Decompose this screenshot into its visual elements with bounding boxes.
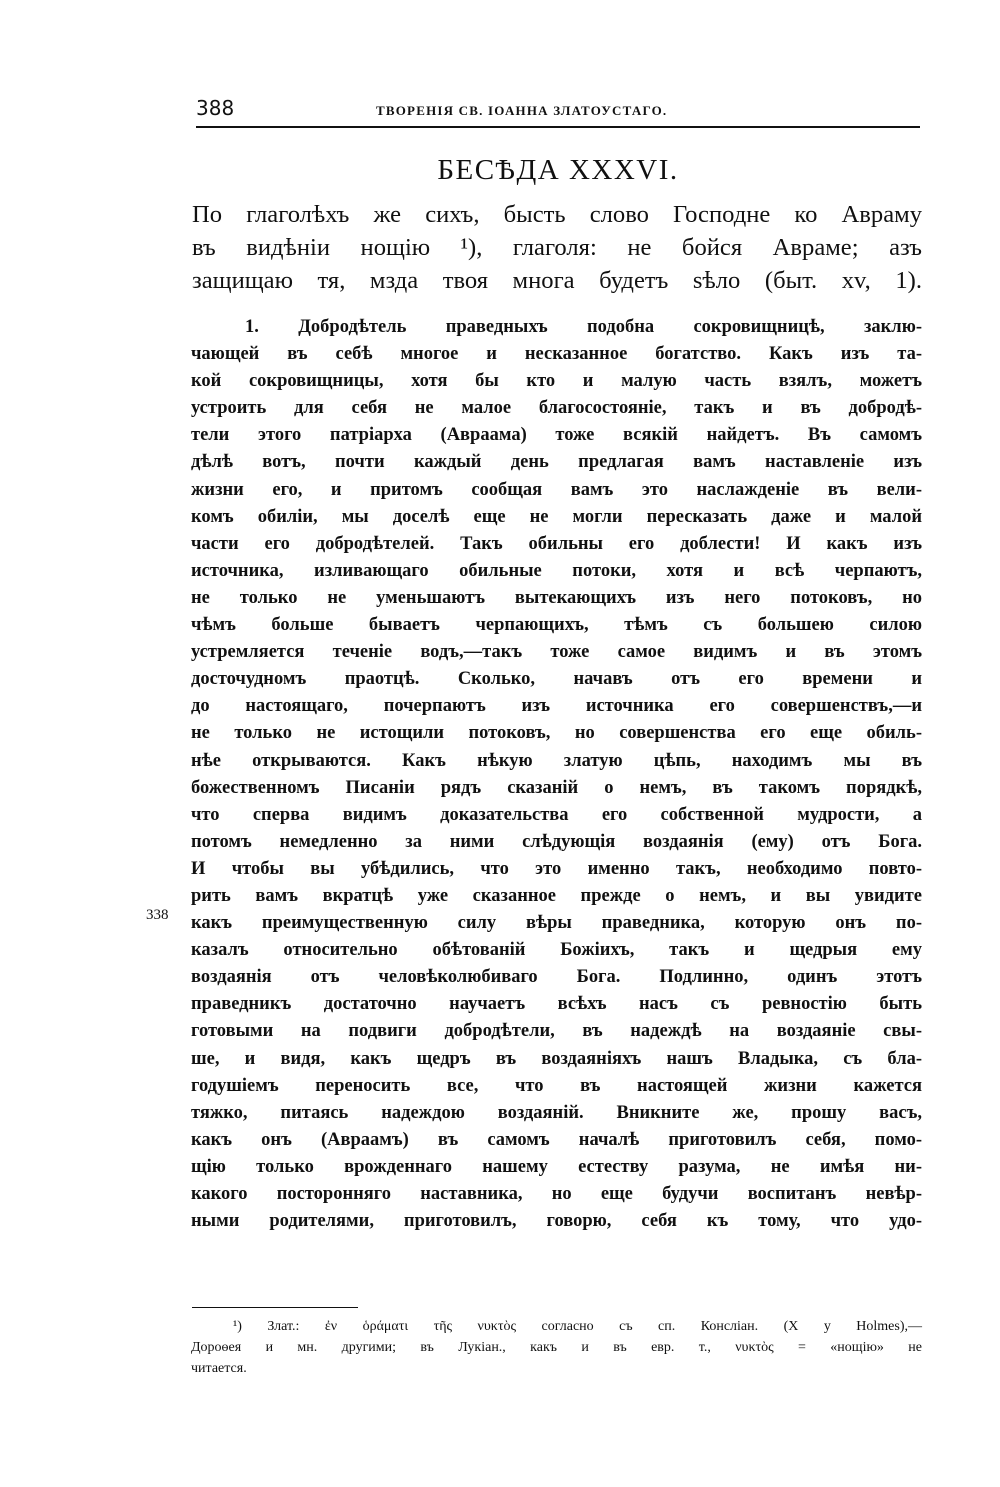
body-line: жизни его, и притомъ сообщая вамъ это наслажденіе въ вели- — [191, 479, 922, 500]
body-line: божественномъ Писаніи рядъ сказаній о немъ, въ такомъ порядкѣ, — [191, 777, 922, 798]
body-line: потомъ немедленно за ними слѣдующія воздаянія (ему) отъ Бога. — [191, 831, 922, 852]
footnote-divider — [192, 1307, 358, 1308]
body-line: чающей въ себѣ многое и несказанное богатство. Какъ изъ та- — [191, 344, 922, 365]
body-line: нѣе открываются. Какъ нѣкую златую цѣпь, находимъ мы въ — [191, 750, 922, 771]
body-line: годушіемъ переносить все, что въ настоящей жизни кажется — [191, 1075, 922, 1096]
body-line: щію только врожденнаго нашему естеству разума, не имѣя ни- — [191, 1156, 922, 1177]
margin-page-reference: 338 — [146, 907, 169, 923]
body-line: чѣмъ больше бываетъ черпающихъ, тѣмъ съ большею силою — [191, 615, 922, 636]
running-title: ТВОРЕНІЯ СВ. ІОАННА ЗЛАТОУСТАГО. — [376, 103, 668, 118]
body-line: комъ обиліи, мы доселѣ еще не могли пересказать даже и малой — [191, 506, 922, 527]
body-line: части его добродѣтелей. Такъ обильны его доблести! И какъ изъ — [191, 533, 922, 554]
body-line: ше, и видя, какъ щедръ въ воздаяніяхъ нашъ Владыка, съ бла- — [191, 1048, 922, 1069]
body-line: тяжко, питаясь надеждою воздаяній. Вникните же, прошу васъ, — [191, 1102, 922, 1123]
epigraph-line: защищаю тя, мзда твоя многа будетъ ѕѣло (быт. xv, 1). — [192, 267, 922, 294]
body-line: 1. Добродѣтель праведныхъ подобна сокровищницѣ, заклю- — [245, 317, 922, 337]
body-line: до настоящаго, почерпаютъ изъ источника его совершенствъ,—и — [191, 696, 922, 717]
homily-title: БЕСѢДА XXXVI. — [437, 154, 679, 186]
body-line: устроить для себя не малое благосостояніе, такъ и въ добродѣ- — [191, 398, 922, 419]
body-text — [191, 314, 922, 1235]
footnote-line: читается. — [191, 1361, 247, 1376]
body-line: праведникъ достаточно научаетъ всѣхъ насъ съ ревностію быть — [191, 994, 922, 1015]
epigraph — [192, 198, 922, 297]
body-line: воздаянія отъ человѣколюбиваго Бога. Подлинно, одинъ этотъ — [191, 967, 922, 988]
body-line: что сперва видимъ доказательства его собственной мудрости, а — [191, 804, 922, 825]
running-head — [196, 96, 920, 128]
body-line: не только не уменьшаютъ вытекающихъ изъ него потоковъ, но — [191, 587, 922, 608]
body-line: не только не истощили потоковъ, но совершенства его еще обиль- — [191, 723, 922, 744]
body-line: дѣлѣ вотъ, почти каждый день предлагая вамъ наставленіе изъ — [191, 452, 922, 473]
epigraph-line: По глаголѣхъ же сихъ, бысть слово Господне ко Авраму — [192, 201, 922, 228]
body-line: казалъ относительно обѣтованій Божіихъ, такъ и щедрыя ему — [191, 940, 922, 961]
body-line: досточудномъ праотцѣ. Сколько, начавъ отъ его времени и — [191, 669, 922, 690]
body-line: какого посторонняго наставника, но еще будучи воспитанъ невѣр- — [191, 1184, 922, 1204]
page-number: 388 — [196, 96, 235, 120]
body-line: какъ преимущественную силу вѣры праведника, которую онъ по- — [191, 913, 922, 934]
footnotes — [191, 1316, 922, 1379]
body-line: тели этого патріарха (Авраама) тоже всякій найдетъ. Въ самомъ — [191, 425, 922, 446]
body-line: рить вамъ вкратцѣ уже сказанное прежде о немъ, и вы увидите — [191, 885, 922, 906]
body-line: кой сокровищницы, хотя бы кто и малую часть взялъ, можетъ — [191, 371, 922, 392]
footnote-line: Дороѳея и мн. другими; въ Лукіан., какъ и въ евр. т., νυκτὸς = «нощію» не — [191, 1340, 922, 1355]
epigraph-line: въ видѣніи нощію ¹), глаголя: не бойся Авраме; азъ — [192, 234, 922, 261]
body-line: готовыми на подвиги добродѣтели, въ надеждѣ на воздаяніе свы- — [191, 1021, 922, 1042]
footnote-line: ¹) Злат.: ἐν ὁράματι τῆς νυκτὸς согласно съ сп. Конслiан. (X у Holmes),— — [233, 1319, 922, 1334]
body-line: И чтобы вы убѣдились, что это именно такъ, необходимо повто- — [191, 858, 922, 879]
body-line: устремляется теченіе водъ,—такъ тоже самое видимъ и въ этомъ — [191, 642, 922, 663]
body-line: ными родителями, приготовилъ, говорю, себя къ тому, что удо- — [191, 1211, 922, 1232]
body-line: какъ онъ (Авраамъ) въ самомъ началѣ приготовилъ себя, помо- — [191, 1129, 922, 1150]
body-line: источника, изливающаго обильные потоки, хотя и всѣ черпаютъ, — [191, 560, 922, 581]
